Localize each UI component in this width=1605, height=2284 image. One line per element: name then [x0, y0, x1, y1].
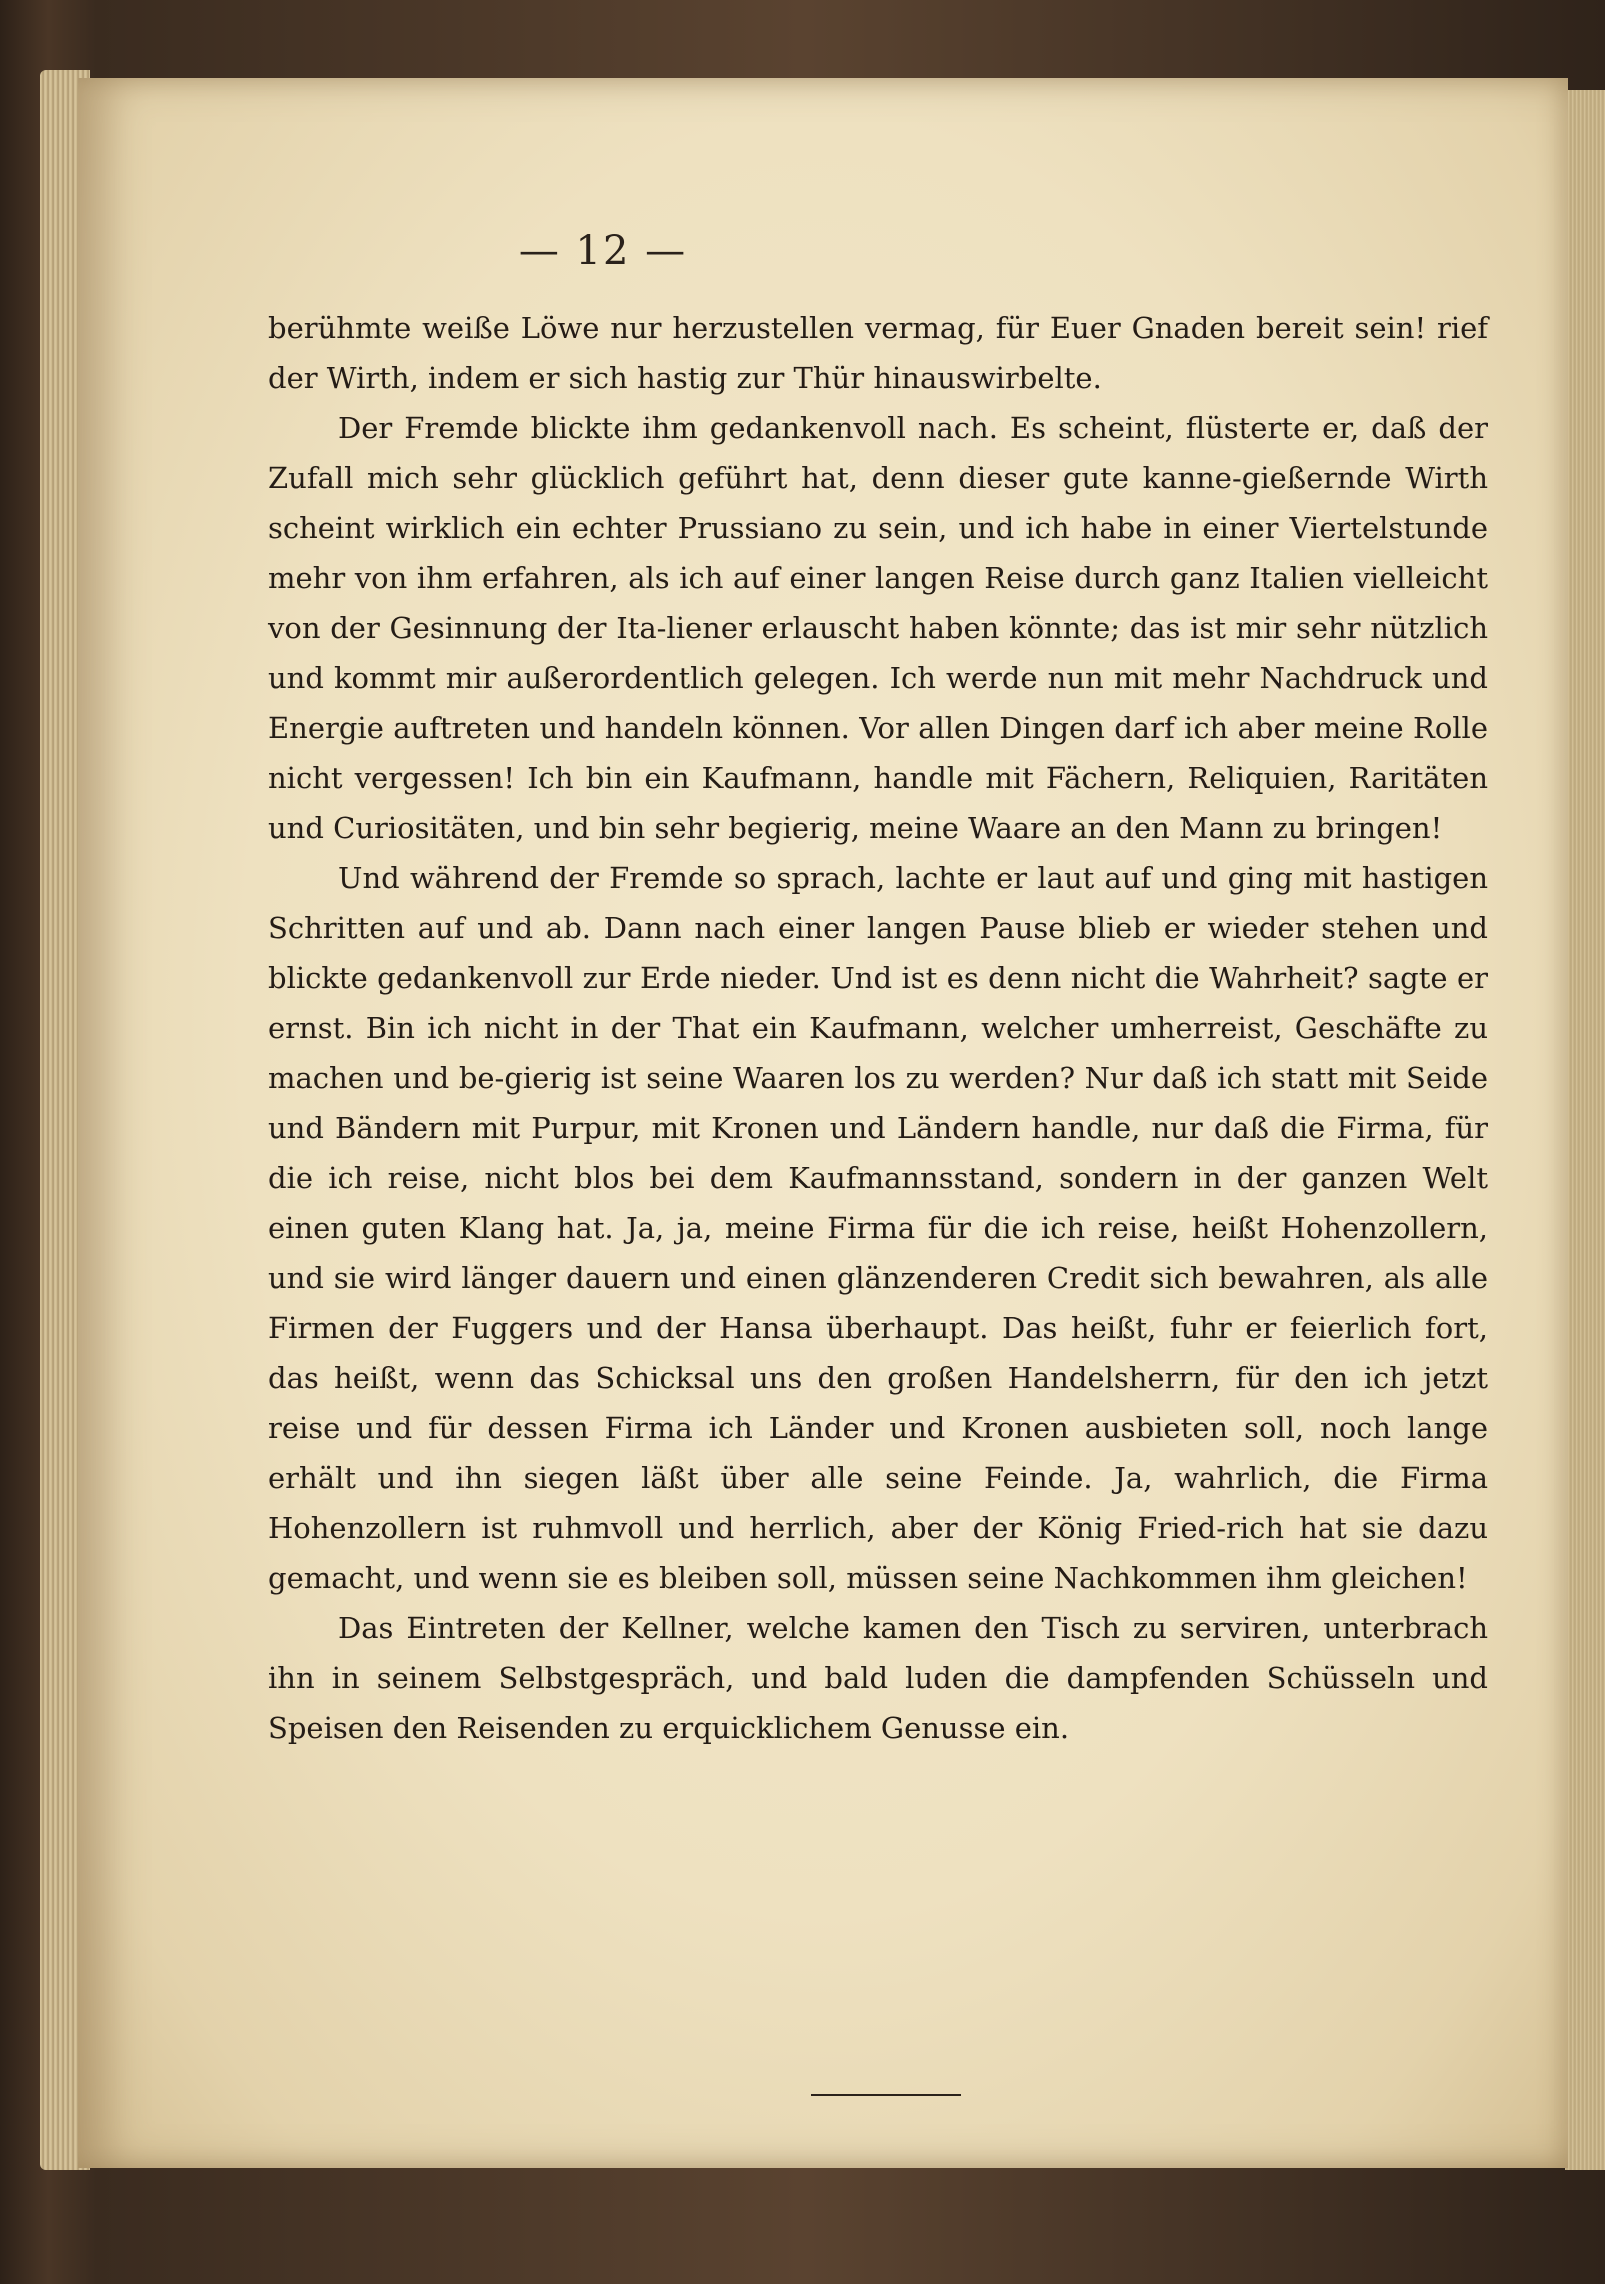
book-page — [78, 78, 1568, 2168]
paragraph-4: Das Eintreten der Kellner, welche kamen den Tisch zu serviren, unterbrach ihn in seinem Selbstgespräch, und bald luden die dampfenden Schüsseln und Speisen den Reisenden zu erquicklichem Genusse ein. — [268, 1611, 1488, 1745]
section-end-rule — [811, 2094, 961, 2096]
paragraph-1: berühmte weiße Löwe nur herzustellen vermag, für Euer Gnaden bereit sein! rief der Wirth, indem er sich hastig zur Thür hinauswirbelte. — [268, 311, 1488, 395]
paragraph-3: Und während der Fremde so sprach, lachte er laut auf und ging mit hastigen Schritten auf und ab. Dann nach einer langen Pause blieb er wieder stehen und blickte gedankenvoll zur Erde nieder. Und ist es denn nicht die Wahrheit? sagte er ernst. Bin ich nicht in der That ein Kaufmann, welcher umherreist, Geschäfte zu machen und be-gierig ist seine Waaren los zu werden? Nur daß ich statt mit Seide und Bändern mit Purpur, mit Kronen und Ländern handle, nur daß die Firma, für die ich reise, nicht blos bei dem Kaufmannsstand, sondern in der ganzen Welt einen guten Klang hat. Ja, ja, meine Firma für die ich reise, heißt Hohenzollern, und sie wird länger dauern und einen glänzenderen Credit sich bewahren, als alle Firmen der Fuggers und der Hansa überhaupt. Das heißt, fuhr er feierlich fort, das heißt, wenn das Schicksal uns den großen Handelsherrn, für den ich jetzt reise und für dessen Firma ich Länder und Kronen ausbieten soll, noch lange erhält und ihn siegen läßt über alle seine Feinde. Ja, wahrlich, die Firma Hohenzollern ist ruhmvoll und herrlich, aber der König Fried-rich hat sie dazu gemacht, und wenn sie es bleiben soll, müssen seine Nachkommen ihm gleichen! — [268, 861, 1488, 1595]
right-page-edges — [1565, 90, 1605, 2170]
paragraph-2: Der Fremde blickte ihm gedankenvoll nach. Es scheint, flüsterte er, daß der Zufall mich sehr glücklich geführt hat, denn dieser gute kanne-gießernde Wirth scheint wirklich ein echter Prussiano zu sein, und ich habe in einer Viertelstunde mehr von ihm erfahren, als ich auf einer langen Reise durch ganz Italien vielleicht von der Gesinnung der Ita-liener erlauscht haben könnte; das ist mir sehr nützlich und kommt mir außerordentlich gelegen. Ich werde nun mit mehr Nachdruck und Energie auftreten und handeln können. Vor allen Dingen darf ich aber meine Rolle nicht vergessen! Ich bin ein Kaufmann, handle mit Fächern, Reliquien, Raritäten und Curiositäten, und bin sehr begierig, meine Waare an den Mann zu bringen! — [268, 411, 1488, 845]
body-text — [268, 303, 1488, 1753]
page-number: — 12 — — [518, 228, 688, 274]
